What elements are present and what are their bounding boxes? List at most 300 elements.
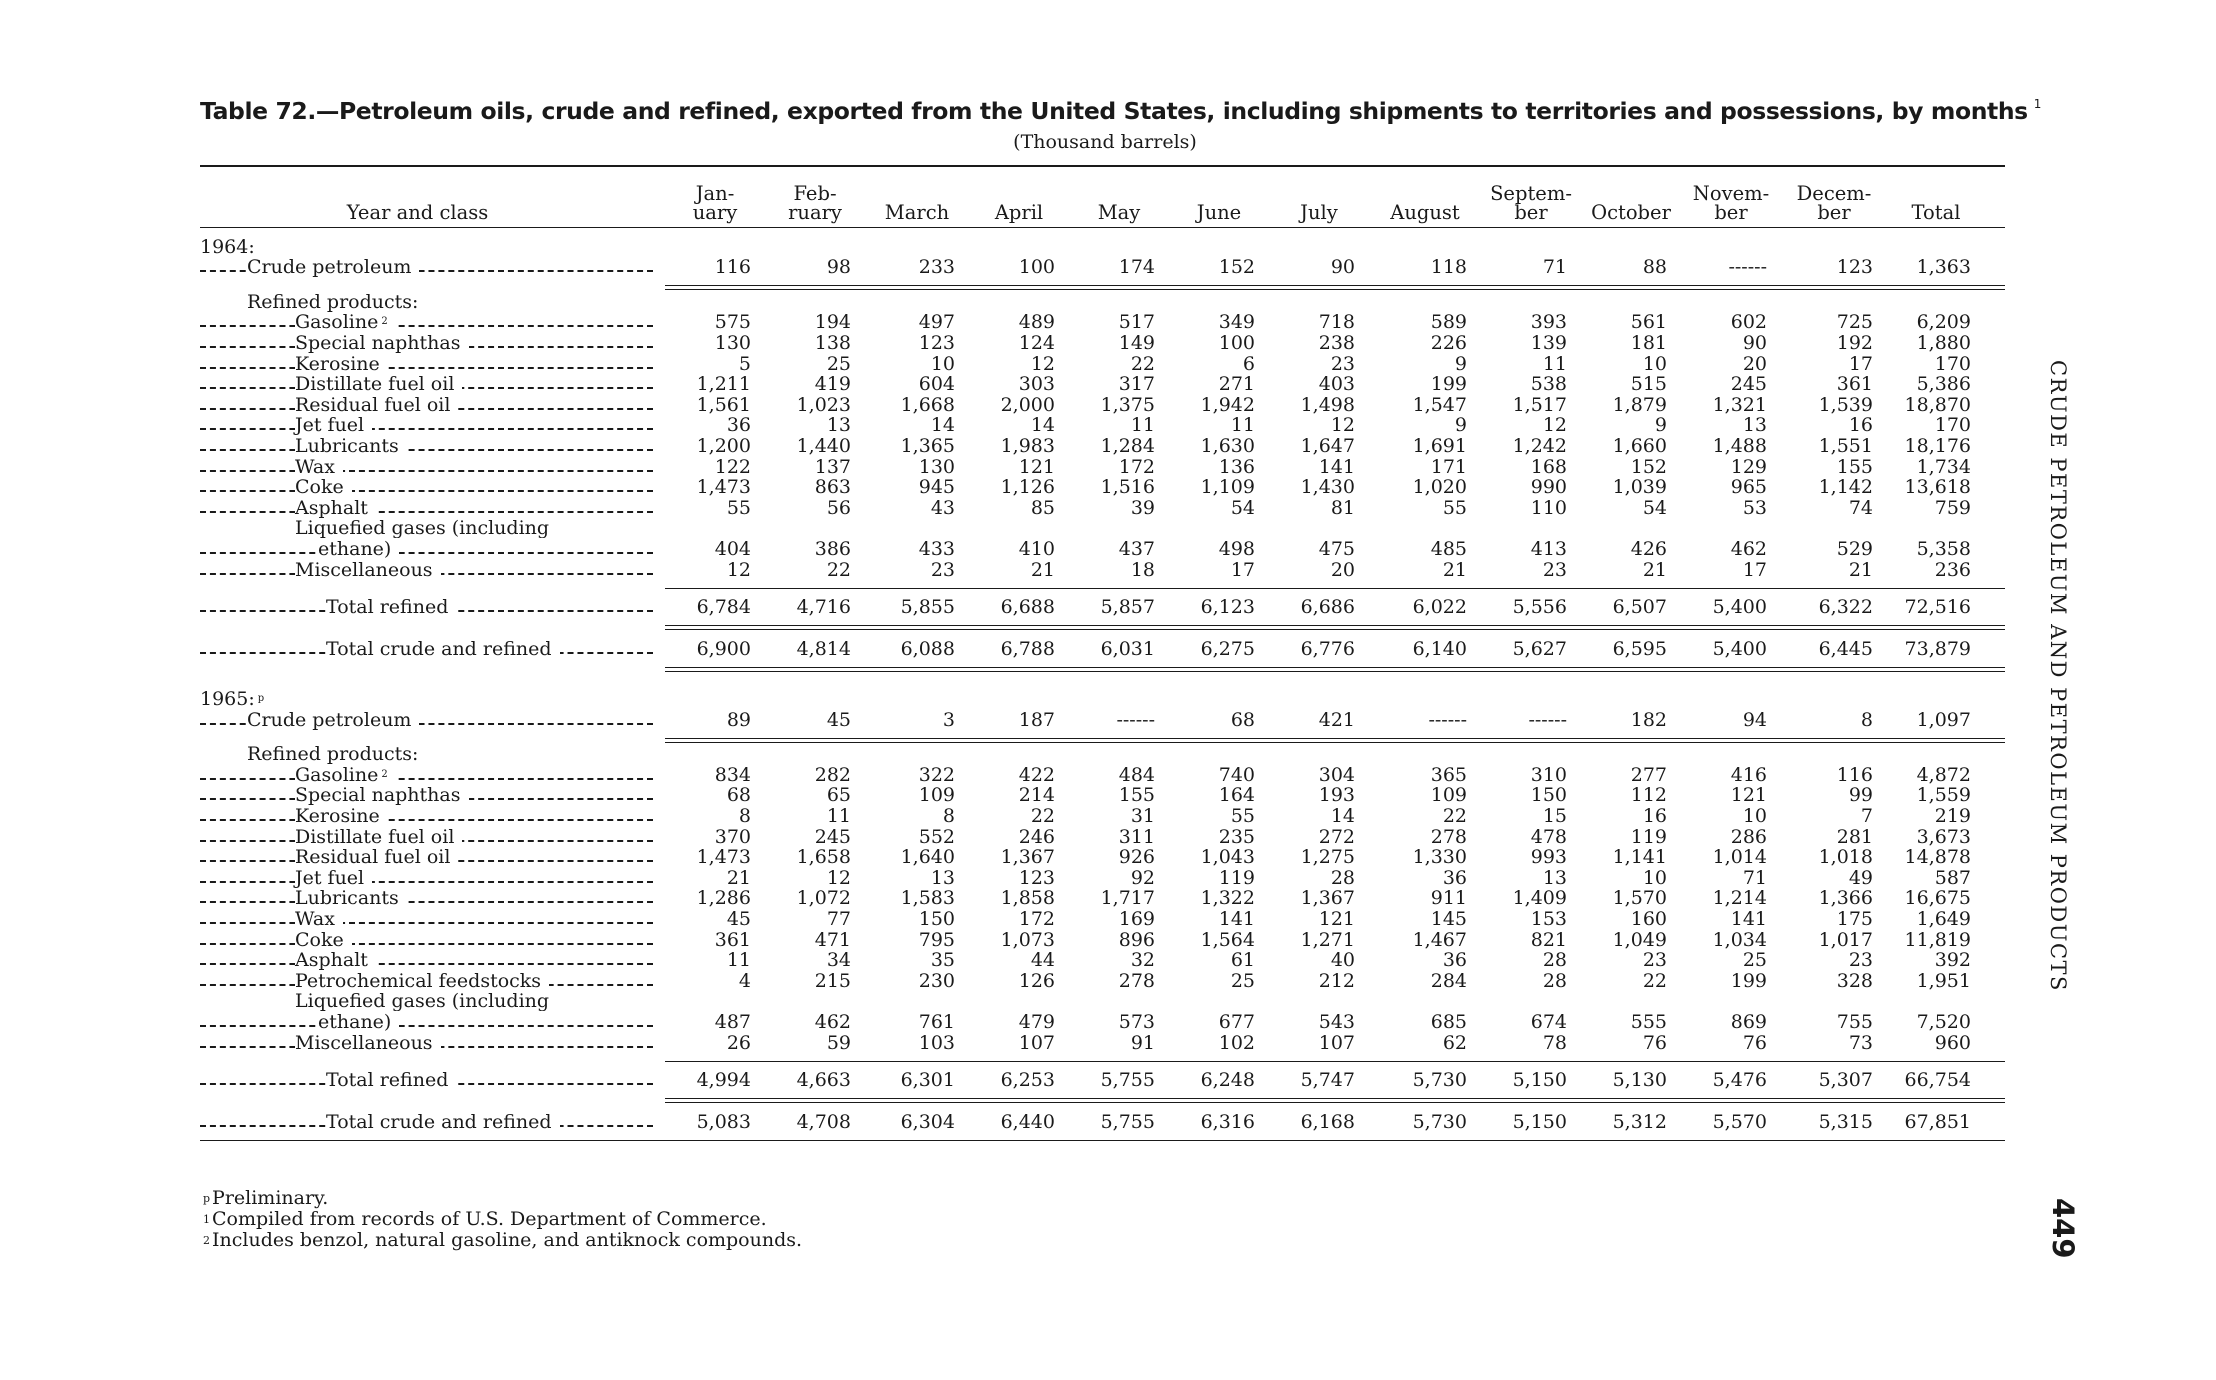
table-cell: 365 <box>1430 763 1467 786</box>
table-cell: 171 <box>1430 455 1467 478</box>
row-footnote-ref: p <box>257 693 265 705</box>
table-cell: 149 <box>1118 331 1155 354</box>
table-cell: 116 <box>1836 763 1873 786</box>
table-cell: 11 <box>826 805 851 828</box>
product-row <box>200 497 2005 518</box>
table-cell: 43 <box>930 496 955 519</box>
table-cell: 214 <box>1018 784 1055 807</box>
table-cell: 604 <box>918 373 955 396</box>
product-row <box>200 332 2005 353</box>
column-header <box>1069 203 1169 222</box>
table-cell: 10 <box>1642 866 1667 889</box>
table-cell: 25 <box>1742 949 1767 972</box>
section-end-rule <box>665 667 2005 673</box>
table-cell: 5,556 <box>1512 595 1567 618</box>
table-cell: 1,365 <box>900 434 955 457</box>
table-cell: 13,618 <box>1904 476 1971 499</box>
table-cell: 28 <box>1542 949 1567 972</box>
table-cell: 1,630 <box>1200 434 1255 457</box>
table-cell: 49 <box>1848 866 1873 889</box>
table-cell: 12 <box>1330 414 1355 437</box>
table-cell: 68 <box>1230 708 1255 731</box>
table-cell: 403 <box>1318 373 1355 396</box>
table-cell: 23 <box>1848 949 1873 972</box>
table-cell: 22 <box>826 558 851 581</box>
column-header-line2: October <box>1591 201 1671 224</box>
row-label-cell <box>200 560 665 580</box>
product-row <box>200 888 2005 909</box>
table-cell: 39 <box>1130 496 1155 519</box>
table-title <box>200 97 2042 125</box>
row-label-cell <box>200 498 665 518</box>
table-cell: 1,551 <box>1818 434 1873 457</box>
table-cell: 6,022 <box>1412 595 1467 618</box>
table-cell: 17 <box>1742 558 1767 581</box>
table-cell: 759 <box>1934 496 1971 519</box>
row-label-cell <box>200 847 665 867</box>
table-cell: 155 <box>1836 455 1873 478</box>
table-cell: 1,020 <box>1412 476 1467 499</box>
leader-dots <box>200 922 653 924</box>
table-cell: 152 <box>1630 455 1667 478</box>
table-cell: 16 <box>1848 414 1873 437</box>
table-cell: 100 <box>1018 256 1055 279</box>
table-cell: 11 <box>1130 414 1155 437</box>
row-label-cell <box>200 257 665 277</box>
table-cell: 1,570 <box>1612 887 1667 910</box>
double-rule <box>665 625 2005 631</box>
table-cell: 1,658 <box>796 846 851 869</box>
table-cell: 6,168 <box>1300 1110 1355 1133</box>
table-cell: 107 <box>1318 1031 1355 1054</box>
table-cell: 74 <box>1848 496 1873 519</box>
table-cell: 272 <box>1318 825 1355 848</box>
table-cell: 68 <box>726 784 751 807</box>
row-label-cell <box>200 639 665 659</box>
table-cell: 1,517 <box>1512 393 1567 416</box>
column-header-line2: August <box>1390 201 1460 224</box>
table-cell: 1,409 <box>1512 887 1567 910</box>
table-cell: 5,312 <box>1612 1110 1667 1133</box>
column-header-line2: ber <box>1714 201 1748 224</box>
row-label-cell <box>200 333 665 353</box>
table-cell: 8 <box>942 805 955 828</box>
table-cell: 139 <box>1530 331 1567 354</box>
table-cell: 5,307 <box>1818 1068 1873 1091</box>
table-cell: 1,275 <box>1300 846 1355 869</box>
refined-heading <box>200 744 2005 765</box>
leader-dots <box>200 490 653 492</box>
table-cell: 1,640 <box>900 846 955 869</box>
table-cell: 8 <box>738 805 751 828</box>
table-cell: 150 <box>918 908 955 931</box>
row-label: Liquefied gases (including <box>295 991 557 1011</box>
column-header <box>665 184 765 222</box>
table-cell: 304 <box>1318 763 1355 786</box>
refined-heading <box>200 291 2005 312</box>
gap <box>200 659 2005 667</box>
row-label: Lubricants <box>295 436 407 456</box>
table-cell: 6,900 <box>696 637 751 660</box>
table-cell: 462 <box>814 1011 851 1033</box>
table-cell: 4,708 <box>796 1110 851 1133</box>
row-label: Total refined <box>326 597 456 617</box>
table-cell: 5,755 <box>1100 1068 1155 1091</box>
table-cell: 419 <box>814 373 851 396</box>
table-cell: 278 <box>1430 825 1467 848</box>
row-footnote-ref: 2 <box>381 316 388 328</box>
table-cell: 740 <box>1218 763 1255 786</box>
table-cell: 677 <box>1218 1011 1255 1033</box>
table-cell: 72,516 <box>1904 595 1971 618</box>
table-cell: 489 <box>1018 311 1055 334</box>
table-cell: 90 <box>1330 256 1355 279</box>
total-refined-row <box>200 589 2005 617</box>
table-cell: 1,034 <box>1712 928 1767 951</box>
table-cell: 896 <box>1118 928 1155 951</box>
table-cell: 4,872 <box>1916 763 1971 786</box>
table-cell: ------ <box>1528 708 1567 731</box>
table-cell: 1,467 <box>1412 928 1467 951</box>
table-cell: 137 <box>814 455 851 478</box>
table-cell: 416 <box>1730 763 1767 786</box>
table-cell: 34 <box>826 949 851 972</box>
row-label-cell <box>200 930 665 950</box>
table-cell: 718 <box>1318 311 1355 334</box>
table-cell: 65 <box>826 784 851 807</box>
table-cell: 174 <box>1118 256 1155 279</box>
table-cell: 170 <box>1934 352 1971 375</box>
column-header-line1: Novem- <box>1692 182 1770 205</box>
row-label-cell <box>200 909 665 929</box>
table-cell: 21 <box>1848 558 1873 581</box>
table-cell: 322 <box>918 763 955 786</box>
table-cell: 674 <box>1530 1011 1567 1033</box>
table-cell: 7 <box>1860 805 1873 828</box>
table-cell: 5,730 <box>1412 1110 1467 1133</box>
table-cell: 153 <box>1530 908 1567 931</box>
table-cell: 13 <box>1542 866 1567 889</box>
column-header <box>865 203 969 222</box>
running-head: CRUDE PETROLEUM AND PETROLEUM PRODUCTS <box>2046 360 2070 992</box>
row-label-cell <box>200 765 665 785</box>
table-cell: 6,031 <box>1100 637 1155 660</box>
table-cell: 1,660 <box>1612 434 1667 457</box>
table-cell: 150 <box>1530 784 1567 807</box>
table-cell: 81 <box>1330 496 1355 519</box>
column-header <box>1481 184 1581 222</box>
row-label-cell <box>200 237 665 257</box>
product-row <box>200 312 2005 333</box>
table-cell: 141 <box>1318 455 1355 478</box>
table-title-text: Table 72.—Petroleum oils, crude and refined, exported from the United States, including shipments to territories and possessions, by months <box>200 97 2028 125</box>
row-label: Distillate fuel oil <box>295 374 462 394</box>
table-cell: 529 <box>1836 537 1873 560</box>
row-label: Refined products: <box>247 292 426 312</box>
row-label-cell <box>200 1070 665 1090</box>
table-cell: 6,445 <box>1818 637 1873 660</box>
table-unit: (Thousand barrels) <box>1013 131 1197 153</box>
table-cell: 278 <box>1118 969 1155 992</box>
table-cell: 589 <box>1430 311 1467 334</box>
table-cell: 6,440 <box>1000 1110 1055 1133</box>
table-cell: 834 <box>714 763 751 786</box>
table-cell: 76 <box>1742 1031 1767 1054</box>
table-cell: 587 <box>1934 866 1971 889</box>
table-cell: 1,109 <box>1200 476 1255 499</box>
table-cell: 6,788 <box>1000 637 1055 660</box>
row-label: Total crude and refined <box>326 1112 560 1132</box>
table-cell: 1,284 <box>1100 434 1155 457</box>
table-cell: 1,717 <box>1100 887 1155 910</box>
table-cell: 471 <box>814 928 851 951</box>
table-cell: 990 <box>1530 476 1567 499</box>
table-cell: 6,209 <box>1916 311 1971 334</box>
table-cell: 1,430 <box>1300 476 1355 499</box>
table-cell: 1,367 <box>1000 846 1055 869</box>
table-body <box>200 228 2005 1141</box>
table-cell: 21 <box>1030 558 1055 581</box>
table-cell: 11 <box>1542 352 1567 375</box>
leader-dots <box>200 881 653 883</box>
table-cell: 175 <box>1836 908 1873 931</box>
table-cell: 6,123 <box>1200 595 1255 618</box>
product-row <box>200 929 2005 950</box>
table-cell: 123 <box>918 331 955 354</box>
row-label-cell <box>200 1112 665 1132</box>
table-cell: 192 <box>1836 331 1873 354</box>
table-cell: 1,473 <box>696 476 751 499</box>
table-cell: 36 <box>1442 949 1467 972</box>
crude-row <box>200 257 2005 278</box>
column-header <box>969 203 1069 222</box>
table-cell: 182 <box>1630 708 1667 731</box>
table-cell: 3,673 <box>1916 825 1971 848</box>
table-cell: 11 <box>1230 414 1255 437</box>
row-label: Coke <box>295 477 352 497</box>
table-cell: 123 <box>1836 256 1873 279</box>
table-cell: 6,140 <box>1412 637 1467 660</box>
table-cell: 10 <box>930 352 955 375</box>
table-cell: 1,211 <box>696 373 751 396</box>
table-cell: 5,400 <box>1712 595 1767 618</box>
table-cell: 130 <box>918 455 955 478</box>
table-cell: 6,304 <box>900 1110 955 1133</box>
table-cell: 926 <box>1118 846 1155 869</box>
total-crude-refined-row <box>200 631 2005 659</box>
leader-dots <box>200 367 653 369</box>
row-label: 1965: $^p$ <box>200 689 272 709</box>
crude-row <box>200 709 2005 730</box>
row-footnote-ref: 2 <box>381 768 388 780</box>
table-cell: 62 <box>1442 1031 1467 1054</box>
table-cell: 392 <box>1934 949 1971 972</box>
product-row <box>200 764 2005 785</box>
table-cell: 230 <box>918 969 955 992</box>
table-cell: 124 <box>1018 331 1055 354</box>
table-cell: 7,520 <box>1916 1011 1971 1033</box>
product-row <box>200 559 2005 580</box>
gap <box>200 1053 2005 1061</box>
product-row <box>200 847 2005 868</box>
row-label: Liquefied gases (including <box>295 518 557 538</box>
table-cell: 59 <box>826 1031 851 1054</box>
table-row <box>200 991 2005 1012</box>
row-label: Wax <box>295 457 343 477</box>
table-cell: 116 <box>714 256 751 279</box>
table-cell: ------ <box>1428 708 1467 731</box>
table-cell: 121 <box>1730 784 1767 807</box>
product-row <box>200 394 2005 415</box>
table-cell: 5,855 <box>900 595 955 618</box>
column-header-line2: April <box>994 201 1044 224</box>
table-cell: 56 <box>826 496 851 519</box>
table-cell: 170 <box>1934 414 1971 437</box>
table-cell: 215 <box>814 969 851 992</box>
table-cell: 172 <box>1118 455 1155 478</box>
leader-dots <box>200 819 653 821</box>
table-cell: 286 <box>1730 825 1767 848</box>
table-cell: 181 <box>1630 331 1667 354</box>
product-row <box>200 826 2005 847</box>
table-cell: 40 <box>1330 949 1355 972</box>
leader-dots <box>200 901 653 903</box>
table-cell: 6,507 <box>1612 595 1667 618</box>
table-cell: 2,000 <box>1000 393 1055 416</box>
product-row <box>200 867 2005 888</box>
table-cell: 55 <box>726 496 751 519</box>
table-cell: 4 <box>738 969 751 992</box>
table-cell: 1,023 <box>796 393 851 416</box>
table-cell: 1,043 <box>1200 846 1255 869</box>
table-cell: 863 <box>814 476 851 499</box>
table-cell: 1,018 <box>1818 846 1873 869</box>
table-cell: 538 <box>1530 373 1567 396</box>
gap <box>200 730 2005 738</box>
table-cell: 1,547 <box>1412 393 1467 416</box>
table-cell: 23 <box>1330 352 1355 375</box>
table-cell: 9 <box>1654 414 1667 437</box>
product-row <box>200 950 2005 971</box>
table-cell: 10 <box>1642 352 1667 375</box>
table-cell: 361 <box>1836 373 1873 396</box>
table-cell: 5,755 <box>1100 1110 1155 1133</box>
table-cell: 22 <box>1030 805 1055 828</box>
table-cell: 5,400 <box>1712 637 1767 660</box>
column-header-line2: July <box>1300 201 1338 224</box>
table-cell: 78 <box>1542 1031 1567 1054</box>
table-cell: 21 <box>1642 558 1667 581</box>
product-row <box>200 805 2005 826</box>
row-label: Special naphthas <box>295 785 469 805</box>
table-cell: 573 <box>1118 1011 1155 1033</box>
row-label: Kerosine <box>295 354 388 374</box>
table-cell: 245 <box>814 825 851 848</box>
table-cell: 5,730 <box>1412 1068 1467 1091</box>
table-cell: 5,358 <box>1916 537 1971 560</box>
table-cell: 26 <box>726 1031 751 1054</box>
leader-dots <box>200 1025 653 1027</box>
row-label: Refined products: <box>247 744 426 764</box>
table-cell: 66,754 <box>1904 1068 1971 1091</box>
table-cell: 141 <box>1730 908 1767 931</box>
table-cell: 6,595 <box>1612 637 1667 660</box>
column-header-line2: ber <box>1817 201 1851 224</box>
table-cell: 168 <box>1530 455 1567 478</box>
table-cell: 9 <box>1454 414 1467 437</box>
table-cell: 487 <box>714 1011 751 1033</box>
section-gap <box>200 673 2005 681</box>
table-cell: 187 <box>1018 708 1055 731</box>
row-label-cell <box>200 292 665 312</box>
table-cell: 141 <box>1218 908 1255 931</box>
stub-header: Year and class <box>346 201 489 224</box>
product-row <box>200 477 2005 498</box>
gap <box>200 617 2005 625</box>
column-header-line2: May <box>1097 201 1141 224</box>
table-cell: 212 <box>1318 969 1355 992</box>
table-cell: 6,686 <box>1300 595 1355 618</box>
export-table <box>200 165 2005 1141</box>
table-cell: 17 <box>1230 558 1255 581</box>
table-cell: 35 <box>930 949 955 972</box>
table-cell: 246 <box>1018 825 1055 848</box>
row-label: Asphalt <box>295 950 376 970</box>
table-cell: 1,880 <box>1916 331 1971 354</box>
table-cell: 172 <box>1018 908 1055 931</box>
table-cell: 8 <box>1860 708 1873 731</box>
row-label-cell <box>200 991 665 1011</box>
product-row <box>200 538 2005 559</box>
table-cell: 18,176 <box>1904 434 1971 457</box>
table-cell: 118 <box>1430 256 1467 279</box>
table-cell: 1,668 <box>900 393 955 416</box>
table-cell: 100 <box>1218 331 1255 354</box>
table-cell: 61 <box>1230 949 1255 972</box>
table-cell: 91 <box>1130 1031 1155 1054</box>
table-cell: 5,150 <box>1512 1068 1567 1091</box>
table-cell: 1,126 <box>1000 476 1055 499</box>
table-cell: 54 <box>1230 496 1255 519</box>
row-label: 1964: <box>200 237 263 257</box>
table-cell: 5,857 <box>1100 595 1155 618</box>
double-rule <box>665 285 2005 291</box>
column-header-line1: Decem- <box>1796 182 1872 205</box>
table-cell: 484 <box>1118 763 1155 786</box>
column-header <box>1681 184 1781 222</box>
table-cell: 99 <box>1848 784 1873 807</box>
table-cell: 575 <box>714 311 751 334</box>
table-cell: 761 <box>918 1011 955 1033</box>
table-cell: 515 <box>1630 373 1667 396</box>
table-cell: 4,716 <box>796 595 851 618</box>
product-row <box>200 908 2005 929</box>
table-cell: 109 <box>1430 784 1467 807</box>
section-gap <box>200 681 2005 689</box>
table-cell: 152 <box>1218 256 1255 279</box>
table-cell: 478 <box>1530 825 1567 848</box>
table-cell: 32 <box>1130 949 1155 972</box>
table-cell: 5,386 <box>1916 373 1971 396</box>
leader-dots <box>200 552 653 554</box>
leader-dots <box>200 449 653 451</box>
footnote-1: $^1$ Compiled from records of U.S. Department of Commerce. <box>203 1208 767 1230</box>
table-cell: 911 <box>1430 887 1467 910</box>
table-cell: 193 <box>1318 784 1355 807</box>
row-label: Miscellaneous <box>295 560 441 580</box>
column-header-line2: ber <box>1514 201 1548 224</box>
table-cell: 11 <box>726 949 751 972</box>
